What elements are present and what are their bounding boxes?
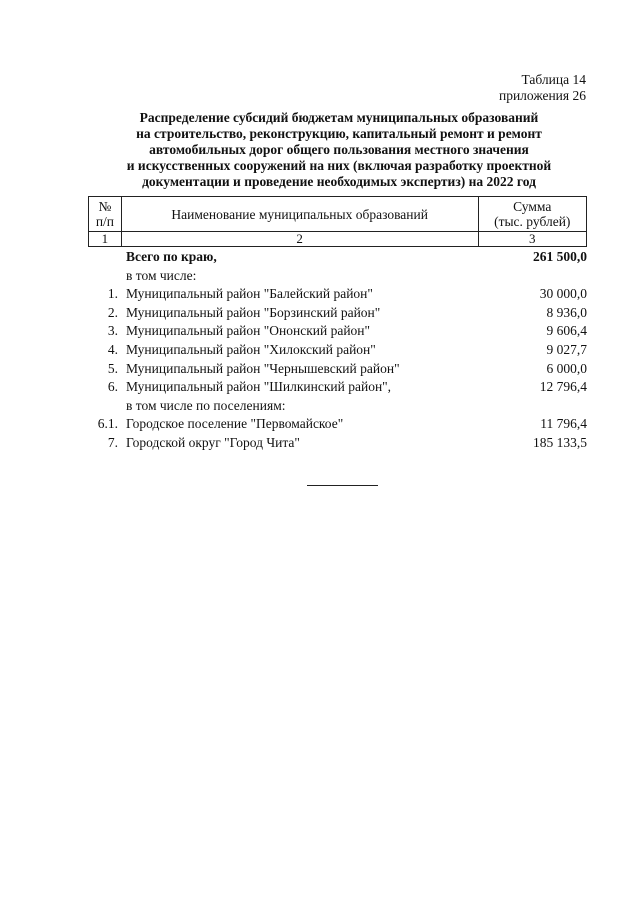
row-number: 3.	[107, 323, 118, 339]
title-line-2: на строительство, реконструкцию, капитальный ремонт и ремонт	[136, 126, 542, 141]
header-number-cell	[89, 197, 122, 232]
header-row	[89, 197, 587, 232]
row-amount: 8 936,0	[546, 304, 587, 320]
row-name: Муниципальный район "Чернышевский район"	[126, 360, 400, 376]
end-divider	[307, 485, 378, 486]
table-row	[88, 285, 587, 304]
table-row	[88, 378, 587, 397]
row-amount: 30 000,0	[539, 286, 587, 302]
row-number: 6.	[107, 379, 118, 395]
row-name: Всего по краю,	[126, 249, 217, 264]
table-row	[88, 434, 587, 453]
table-row	[88, 360, 587, 379]
appendix-annex-number: приложения 26	[498, 88, 586, 103]
row-amount: 185 133,5	[533, 434, 587, 450]
appendix-table-number: Таблица 14	[521, 72, 586, 87]
row-name: Городской округ "Город Чита"	[126, 434, 300, 450]
table-header	[88, 196, 587, 247]
row-amount: 9 027,7	[546, 341, 587, 357]
title-line-4: и искусственных сооружений на них (включая разработку проектной	[126, 158, 552, 173]
row-number: 4.	[107, 341, 118, 357]
column-number-3: 3	[478, 232, 586, 247]
row-name: Муниципальный район "Хилокский район"	[126, 341, 376, 357]
row-name: Городское поселение "Первомайское"	[126, 416, 344, 432]
header-number-sign: №	[98, 199, 112, 214]
header-name-cell: Наименование муниципальных образований	[121, 197, 478, 232]
document-title	[96, 110, 582, 190]
column-number-2: 2	[121, 232, 478, 247]
table-body	[88, 248, 587, 453]
title-line-1: Распределение субсидий бюджетам муниципальных образований	[139, 110, 539, 125]
row-amount: 261 500,0	[533, 249, 587, 264]
column-number-row	[89, 232, 587, 247]
column-number-1: 1	[89, 232, 122, 247]
table-row	[88, 397, 587, 416]
table-row	[88, 322, 587, 341]
table-row	[88, 267, 587, 286]
row-amount: 12 796,4	[539, 379, 587, 395]
row-number: 5.	[107, 360, 118, 376]
row-number: 6.1.	[97, 416, 118, 432]
header-sum-label: Сумма	[513, 199, 552, 214]
row-amount: 11 796,4	[540, 416, 587, 432]
header-number-abbr: п/п	[95, 214, 115, 229]
row-name: в том числе:	[126, 267, 197, 283]
row-amount: 6 000,0	[546, 360, 587, 376]
row-name: Муниципальный район "Ононский район"	[126, 323, 371, 339]
row-name: в том числе по поселениям:	[126, 397, 286, 413]
table-row	[88, 415, 587, 434]
table-row-total	[88, 248, 587, 267]
row-amount: 9 606,4	[546, 323, 587, 339]
title-line-5: документации и проведение необходимых экспертиз) на 2022 год	[142, 174, 536, 189]
header-sum-cell	[478, 197, 586, 232]
title-line-3: автомобильных дорог общего пользования местного значения	[149, 142, 529, 157]
row-name: Муниципальный район "Борзинский район"	[126, 304, 381, 320]
appendix-reference	[499, 72, 586, 104]
header-sum-unit: (тыс. рублей)	[494, 214, 571, 229]
row-number: 7.	[107, 434, 118, 450]
row-number: 2.	[107, 304, 118, 320]
row-number: 1.	[107, 286, 118, 302]
table-row	[88, 341, 587, 360]
row-name: Муниципальный район "Балейский район"	[126, 286, 373, 302]
row-name: Муниципальный район "Шилкинский район",	[126, 379, 392, 395]
table-row	[88, 304, 587, 323]
